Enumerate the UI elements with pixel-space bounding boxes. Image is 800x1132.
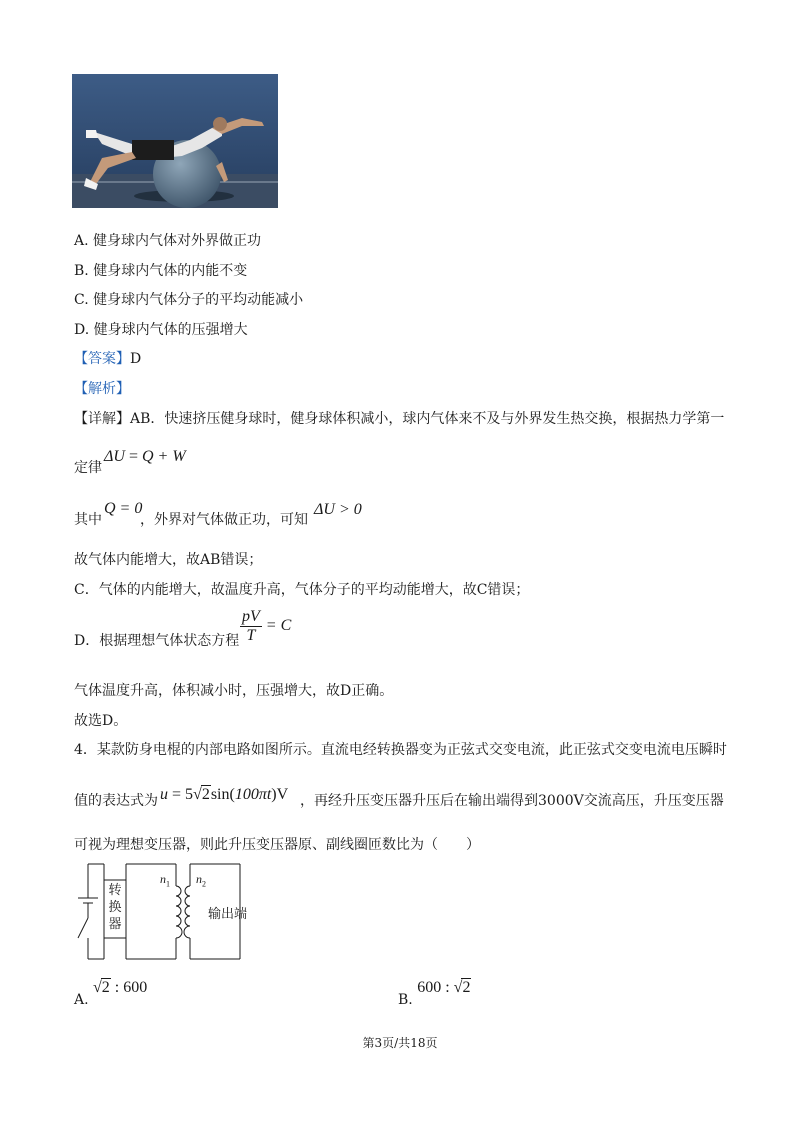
detail-line-5: C．气体的内能增大，故温度升高，气体分子的平均动能增大，故C错误； [74,582,530,598]
equation-first-law: ΔU = Q + W [104,448,186,465]
option-c: C. 健身球内气体分子的平均动能减小 [74,292,304,308]
detail-line-7: 气体温度升高，体积减小时，压强增大，故D正确。 [74,683,394,699]
answer-line [74,350,141,368]
q4-option-b: B. 600 : √2 [398,979,471,1008]
analysis-label: 【解析】 [74,381,130,397]
page-footer: 第3页/共18页 [362,1036,438,1050]
detail-line-8: 故选D。 [74,713,128,729]
detail-line-3: 其中 [74,512,102,528]
output-label: 输出端 [208,907,248,922]
converter-label: 转 换 器 [108,883,122,932]
n2-label: $n_2$ [196,872,206,889]
option-b: B. 健身球内气体的内能不变 [74,263,248,279]
equation-q-zero: Q = 0 [104,500,143,517]
detail-line-6: D．根据理想气体状态方程 [74,633,240,649]
q4-line-2-prefix: 值的表达式为 [74,793,158,809]
q4-line-3: 可视为理想变压器，则此升压变压器原、副线圈匝数比为（ ） [74,837,480,853]
fitness-ball-photo [72,74,278,208]
equation-voltage: u = 5√2sin(100πt)V [160,786,289,803]
n1-label: $n_1$ [160,872,170,889]
option-d: D. 健身球内气体的压强增大 [74,322,248,338]
option-a: A. 健身球内气体对外界做正功 [74,233,262,249]
q4-line-2-suffix: ，再经升压变压器升压后在输出端得到3000V交流高压，升压变压器 [300,793,724,809]
fitness-ball-photo-icon [72,74,278,208]
answer-label: 【答案】 [74,351,130,367]
q4-line-1: 4．某款防身电棍的内部电路如图所示。直流电经转换器变为正弦式交变电流，此正弦式交变电流电压瞬时 [74,742,727,758]
detail-line-2: 定律 [74,460,102,476]
equation-du-positive: ΔU > 0 [314,501,362,518]
answer-value: D [130,351,142,367]
detail-line-1: 【详解】AB．快速挤压健身球时，健身球体积减小，球内气体来不及与外界发生热交换，根据热力学第一 [74,411,725,427]
detail-line-4: 故气体内能增大，故AB错误； [74,552,263,568]
q4-option-a: A. √2 : 600 [74,979,148,1008]
equation-ideal-gas: $\frac{pV}{T}$ = C [242,608,292,644]
detail-line-3-middle: ，外界对气体做正功，可知 [140,512,308,528]
